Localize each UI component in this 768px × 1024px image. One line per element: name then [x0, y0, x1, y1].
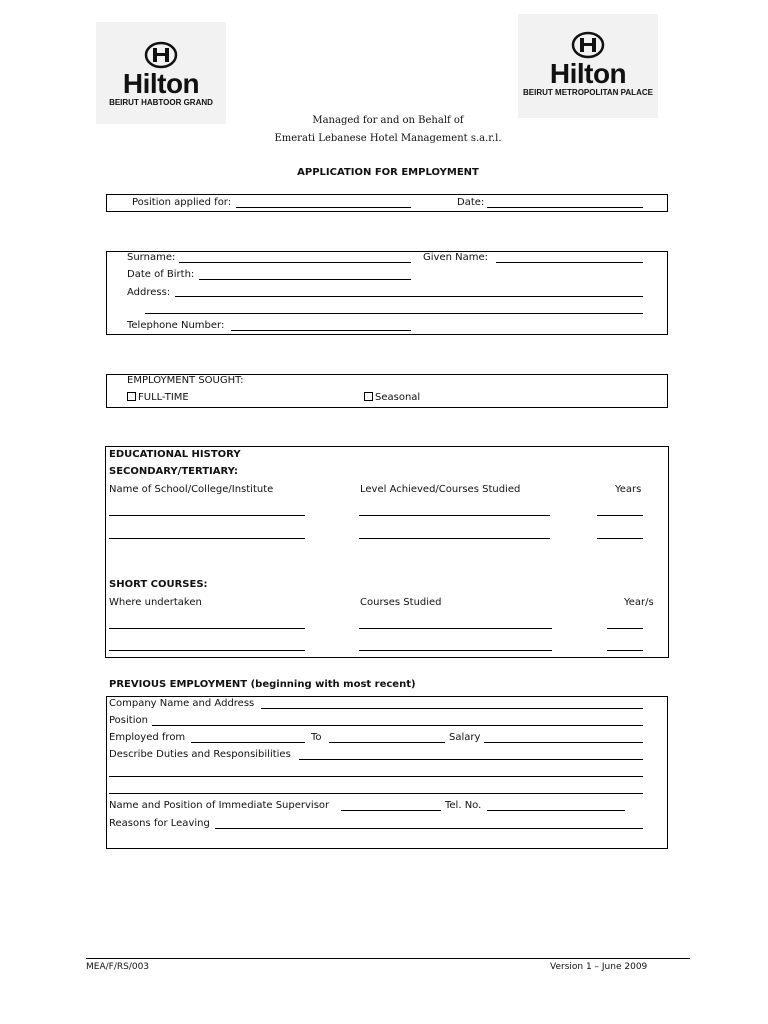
supervisor-label: Name and Position of Immediate Supervisor — [109, 800, 330, 811]
address-label: Address: — [127, 287, 171, 298]
previous-employment-heading: PREVIOUS EMPLOYMENT (beginning with most recent) — [109, 679, 416, 690]
logo-brand: Hilton — [549, 58, 627, 89]
company-label: Company Name and Address — [109, 698, 255, 709]
supervisor-field[interactable] — [341, 810, 441, 811]
hilton-logo-icon — [568, 30, 608, 60]
address-field-2[interactable] — [145, 313, 643, 314]
surname-field[interactable] — [179, 262, 411, 263]
given-name-label: Given Name: — [423, 252, 488, 263]
fulltime-option[interactable] — [127, 392, 189, 404]
col-level: Level Achieved/Courses Studied — [360, 484, 521, 495]
managed-line-2: Emerati Lebanese Hotel Management s.a.r.l. — [274, 133, 502, 144]
hilton-logo-icon — [141, 40, 181, 70]
col-school: Name of School/College/Institute — [109, 484, 274, 495]
short-courses-heading: SHORT COURSES: — [109, 579, 208, 590]
footer-version: Version 1 – June 2009 — [550, 962, 648, 972]
col-where: Where undertaken — [109, 597, 202, 608]
to-field[interactable] — [329, 742, 445, 743]
to-label: To — [311, 732, 322, 743]
logo-hilton-metropolitan-palace — [518, 14, 658, 118]
managed-line-1: Managed for and on Behalf of — [312, 115, 464, 126]
employed-from-field[interactable] — [191, 742, 305, 743]
seasonal-checkbox[interactable] — [364, 392, 373, 401]
school-field-1[interactable] — [109, 515, 305, 516]
form-title: APPLICATION FOR EMPLOYMENT — [297, 167, 479, 178]
col-years-2: Year/s — [624, 597, 654, 608]
logo-brand: Hilton — [122, 68, 200, 99]
tel-field[interactable] — [487, 810, 625, 811]
logo-subtitle: BEIRUT METROPOLITAN PALACE — [523, 88, 653, 97]
surname-label: Surname: — [127, 252, 176, 263]
position-held-label: Position — [109, 715, 148, 726]
years-field-1[interactable] — [597, 515, 643, 516]
year-field-2[interactable] — [607, 650, 643, 651]
position-label: Position applied for: — [132, 197, 232, 208]
secondary-heading: SECONDARY/TERTIARY: — [109, 466, 239, 477]
date-label: Date: — [457, 197, 485, 208]
employed-from-label: Employed from — [109, 732, 186, 743]
duties-field-2[interactable] — [109, 776, 643, 777]
courses-field-1[interactable] — [359, 628, 552, 629]
address-field-1[interactable] — [175, 296, 643, 297]
logo-subtitle: BEIRUT HABTOOR GRAND — [109, 98, 213, 107]
reasons-label: Reasons for Leaving — [109, 818, 210, 829]
years-field-2[interactable] — [597, 538, 643, 539]
date-field[interactable] — [487, 207, 643, 208]
employment-sought-heading: EMPLOYMENT SOUGHT: — [127, 375, 244, 386]
level-field-2[interactable] — [359, 538, 550, 539]
col-courses: Courses Studied — [360, 597, 442, 608]
level-field-1[interactable] — [359, 515, 550, 516]
school-field-2[interactable] — [109, 538, 305, 539]
footer-divider — [86, 958, 690, 959]
fulltime-checkbox[interactable] — [127, 392, 136, 401]
duties-field-3[interactable] — [109, 793, 643, 794]
given-name-field[interactable] — [496, 262, 643, 263]
year-field-1[interactable] — [607, 628, 643, 629]
col-years: Years — [615, 484, 642, 495]
fulltime-label: FULL-TIME — [138, 392, 189, 403]
dob-label: Date of Birth: — [127, 269, 195, 280]
footer-doc-code: MEA/F/RS/003 — [86, 962, 150, 972]
dob-field[interactable] — [199, 279, 411, 280]
tel-label: Tel. No. — [445, 800, 482, 811]
where-field-2[interactable] — [109, 650, 305, 651]
company-field[interactable] — [261, 708, 643, 709]
education-heading: EDUCATIONAL HISTORY — [109, 449, 241, 460]
logo-hilton-habtoor-grand — [96, 22, 226, 124]
position-held-field[interactable] — [152, 725, 643, 726]
seasonal-option[interactable] — [364, 392, 420, 404]
salary-label: Salary — [449, 732, 481, 743]
telephone-field[interactable] — [231, 330, 411, 331]
seasonal-label: Seasonal — [375, 392, 421, 403]
duties-label: Describe Duties and Responsibilities — [109, 749, 291, 760]
where-field-1[interactable] — [109, 628, 305, 629]
duties-field-1[interactable] — [299, 759, 643, 760]
salary-field[interactable] — [484, 742, 643, 743]
reasons-field[interactable] — [215, 828, 643, 829]
courses-field-2[interactable] — [359, 650, 552, 651]
telephone-label: Telephone Number: — [127, 320, 225, 331]
position-field[interactable] — [236, 207, 411, 208]
